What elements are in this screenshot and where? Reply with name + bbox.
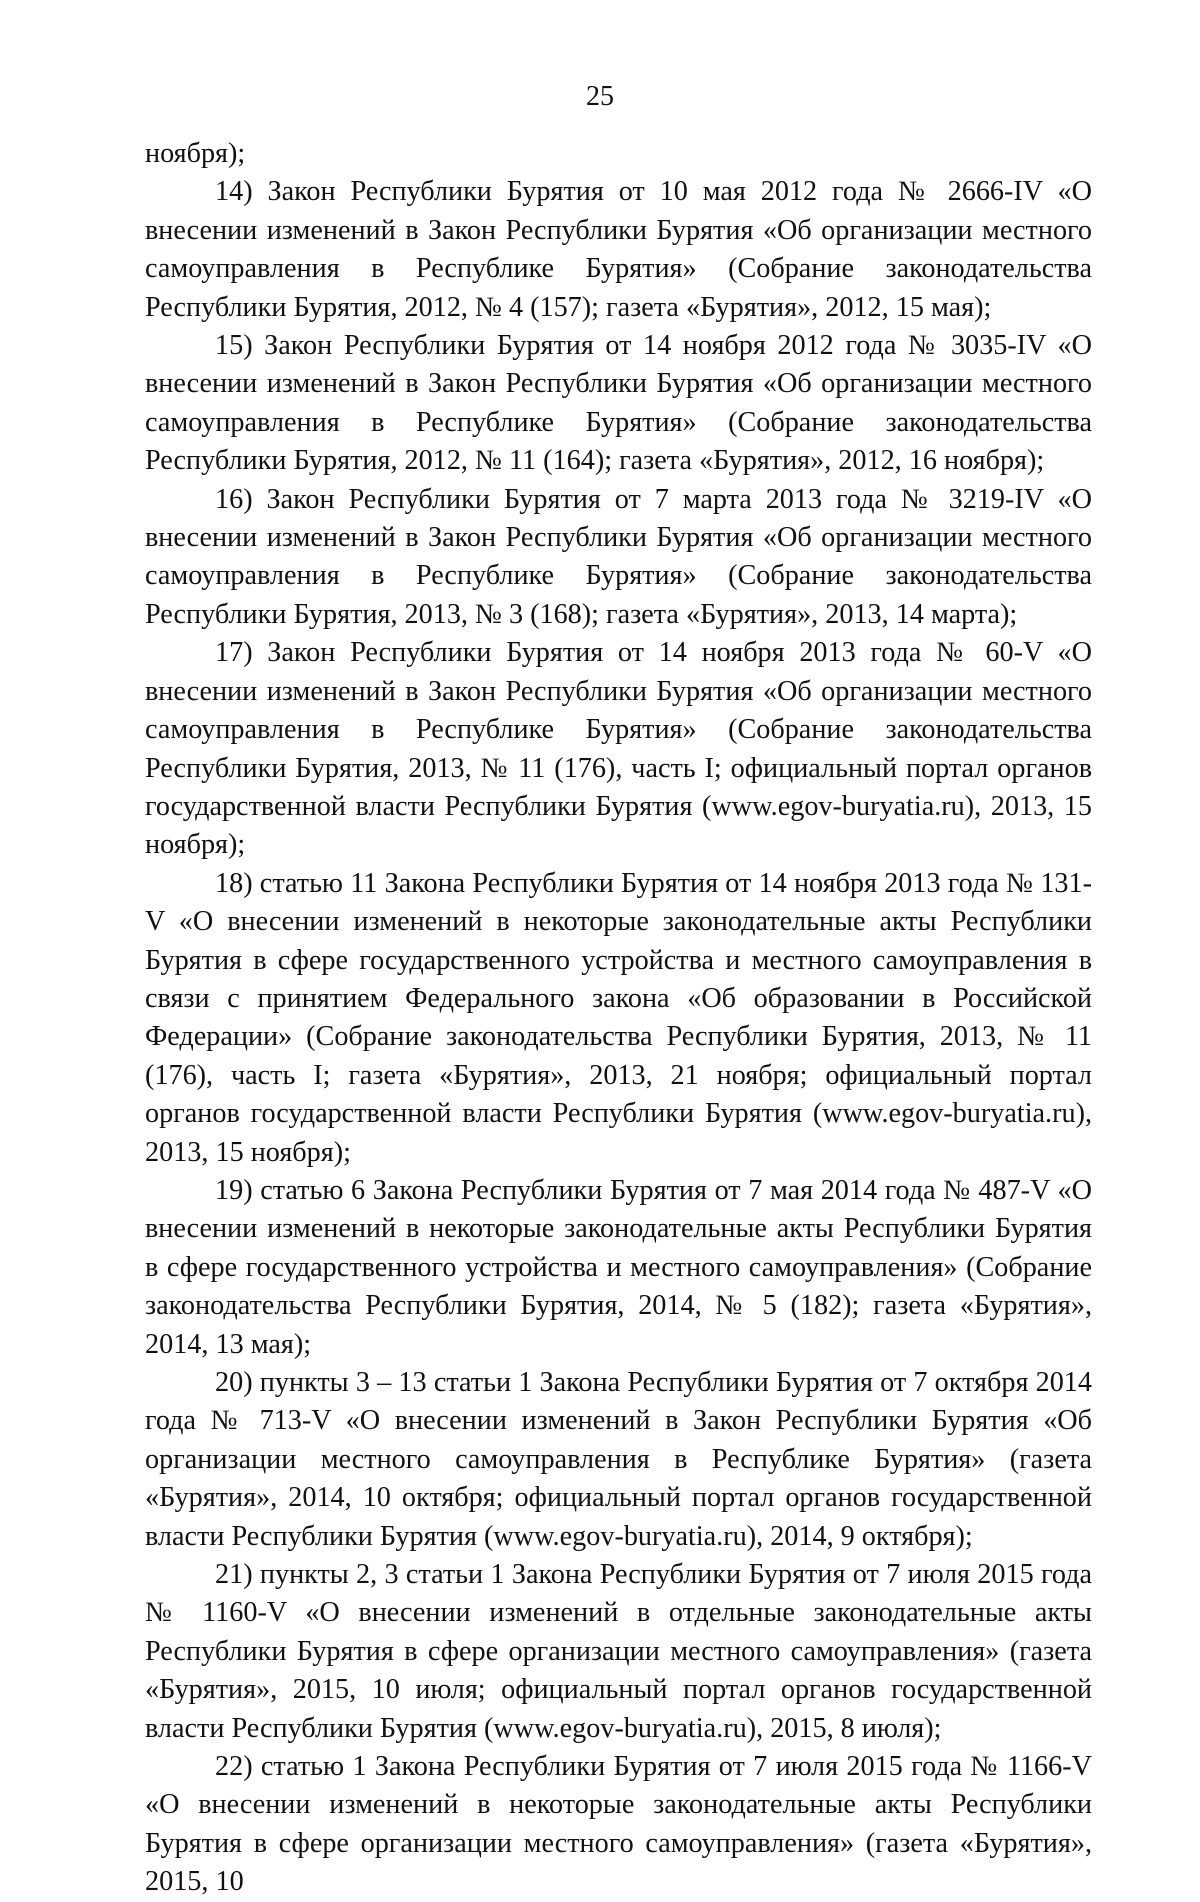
paragraph-continuation: ноября); [145,138,246,169]
list-item-16: 16) Закон Республики Бурятия от 7 марта 2013 года № 3219-IV «О внесении изменений в Закон Республики Бурятия «Об организации местного самоуправления в Республике Бурятия» (Собрание законодательства Республики Бурятия, 2013, № 3 (168); газета «Бурятия», 2013, 14 марта); [145,483,1092,630]
page-number: 25 [586,81,614,112]
list-item-20: 20) пункты 3 – 13 статьи 1 Закона Республики Бурятия от 7 октября 2014 года № 713-V «О внесении изменений в Закон Республики Бурятия «Об организации местного самоуправления в Республике Бурятия» (газета «Бурятия», 2014, 10 октября; официальный портал органов государственной власти Республики Бурятия (www.egov-buryatia.ru), 2014, 9 октября); [145,1367,1092,1552]
list-item-17: 17) Закон Республики Бурятия от 14 ноября 2013 года № 60-V «О внесении изменений в Закон Республики Бурятия «Об организации местного самоуправления в Республике Бурятия» (Собрание законодательства Республики Бурятия, 2013, № 11 (176), часть I; официальный портал органов государственной власти Республики Бурятия (www.egov-buryatia.ru), 2013, 15 ноября); [145,637,1092,861]
list-item-15: 15) Закон Республики Бурятия от 14 ноября 2012 года № 3035-IV «О внесении изменений в Закон Республики Бурятия «Об организации местного самоуправления в Республике Бурятия» (Собрание законодательства Республики Бурятия, 2012, № 11 (164); газета «Бурятия», 2012, 16 ноября); [145,330,1092,477]
document-body [145,135,1092,1902]
list-item-22: 22) статью 1 Закона Республики Бурятия от 7 июля 2015 года № 1166-V «О внесении изменений в некоторые законодательные акты Республики Бурятия в сфере организации местного самоуправления» (газета «Бурятия», 2015, 10 [145,1751,1092,1898]
list-item-19: 19) статью 6 Закона Республики Бурятия от 7 мая 2014 года № 487-V «О внесении изменений в некоторые законодательные акты Республики Бурятия в сфере государственного устройства и местного самоуправления» (Собрание законодательства Республики Бурятия, 2014, № 5 (182); газета «Бурятия», 2014, 13 мая); [145,1174,1092,1360]
list-item-14: 14) Закон Республики Бурятия от 10 мая 2012 года № 2666-IV «О внесении изменений в Закон Республики Бурятия «Об организации местного самоуправления в Республике Бурятия» (Собрание законодательства Республики Бурятия, 2012, № 4 (157); газета «Бурятия», 2012, 15 мая); [145,176,1092,323]
list-item-21: 21) пункты 2, 3 статьи 1 Закона Республики Бурятия от 7 июля 2015 года № 1160-V «О внесении изменений в отдельные законодательные акты Республики Бурятия в сфере организации местного самоуправления» (газета «Бурятия», 2015, 10 июля; официальный портал органов государственной власти Республики Бурятия (www.egov-buryatia.ru), 2015, 8 июля); [145,1559,1092,1744]
list-item-18: 18) статью 11 Закона Республики Бурятия от 14 ноября 2013 года № 131-V «О внесении изменений в некоторые законодательные акты Республики Бурятия в сфере государственного устройства и местного самоуправления в связи с принятием Федерального закона «Об образовании в Российской Федерации» (Собрание законодательства Республики Бурятия, 2013, № 11 (176), часть I; газета «Бурятия», 2013, 21 ноября; официальный портал органов государственной власти Республики Бурятия (www.egov-buryatia.ru), 2013, 15 ноября); [145,867,1092,1168]
